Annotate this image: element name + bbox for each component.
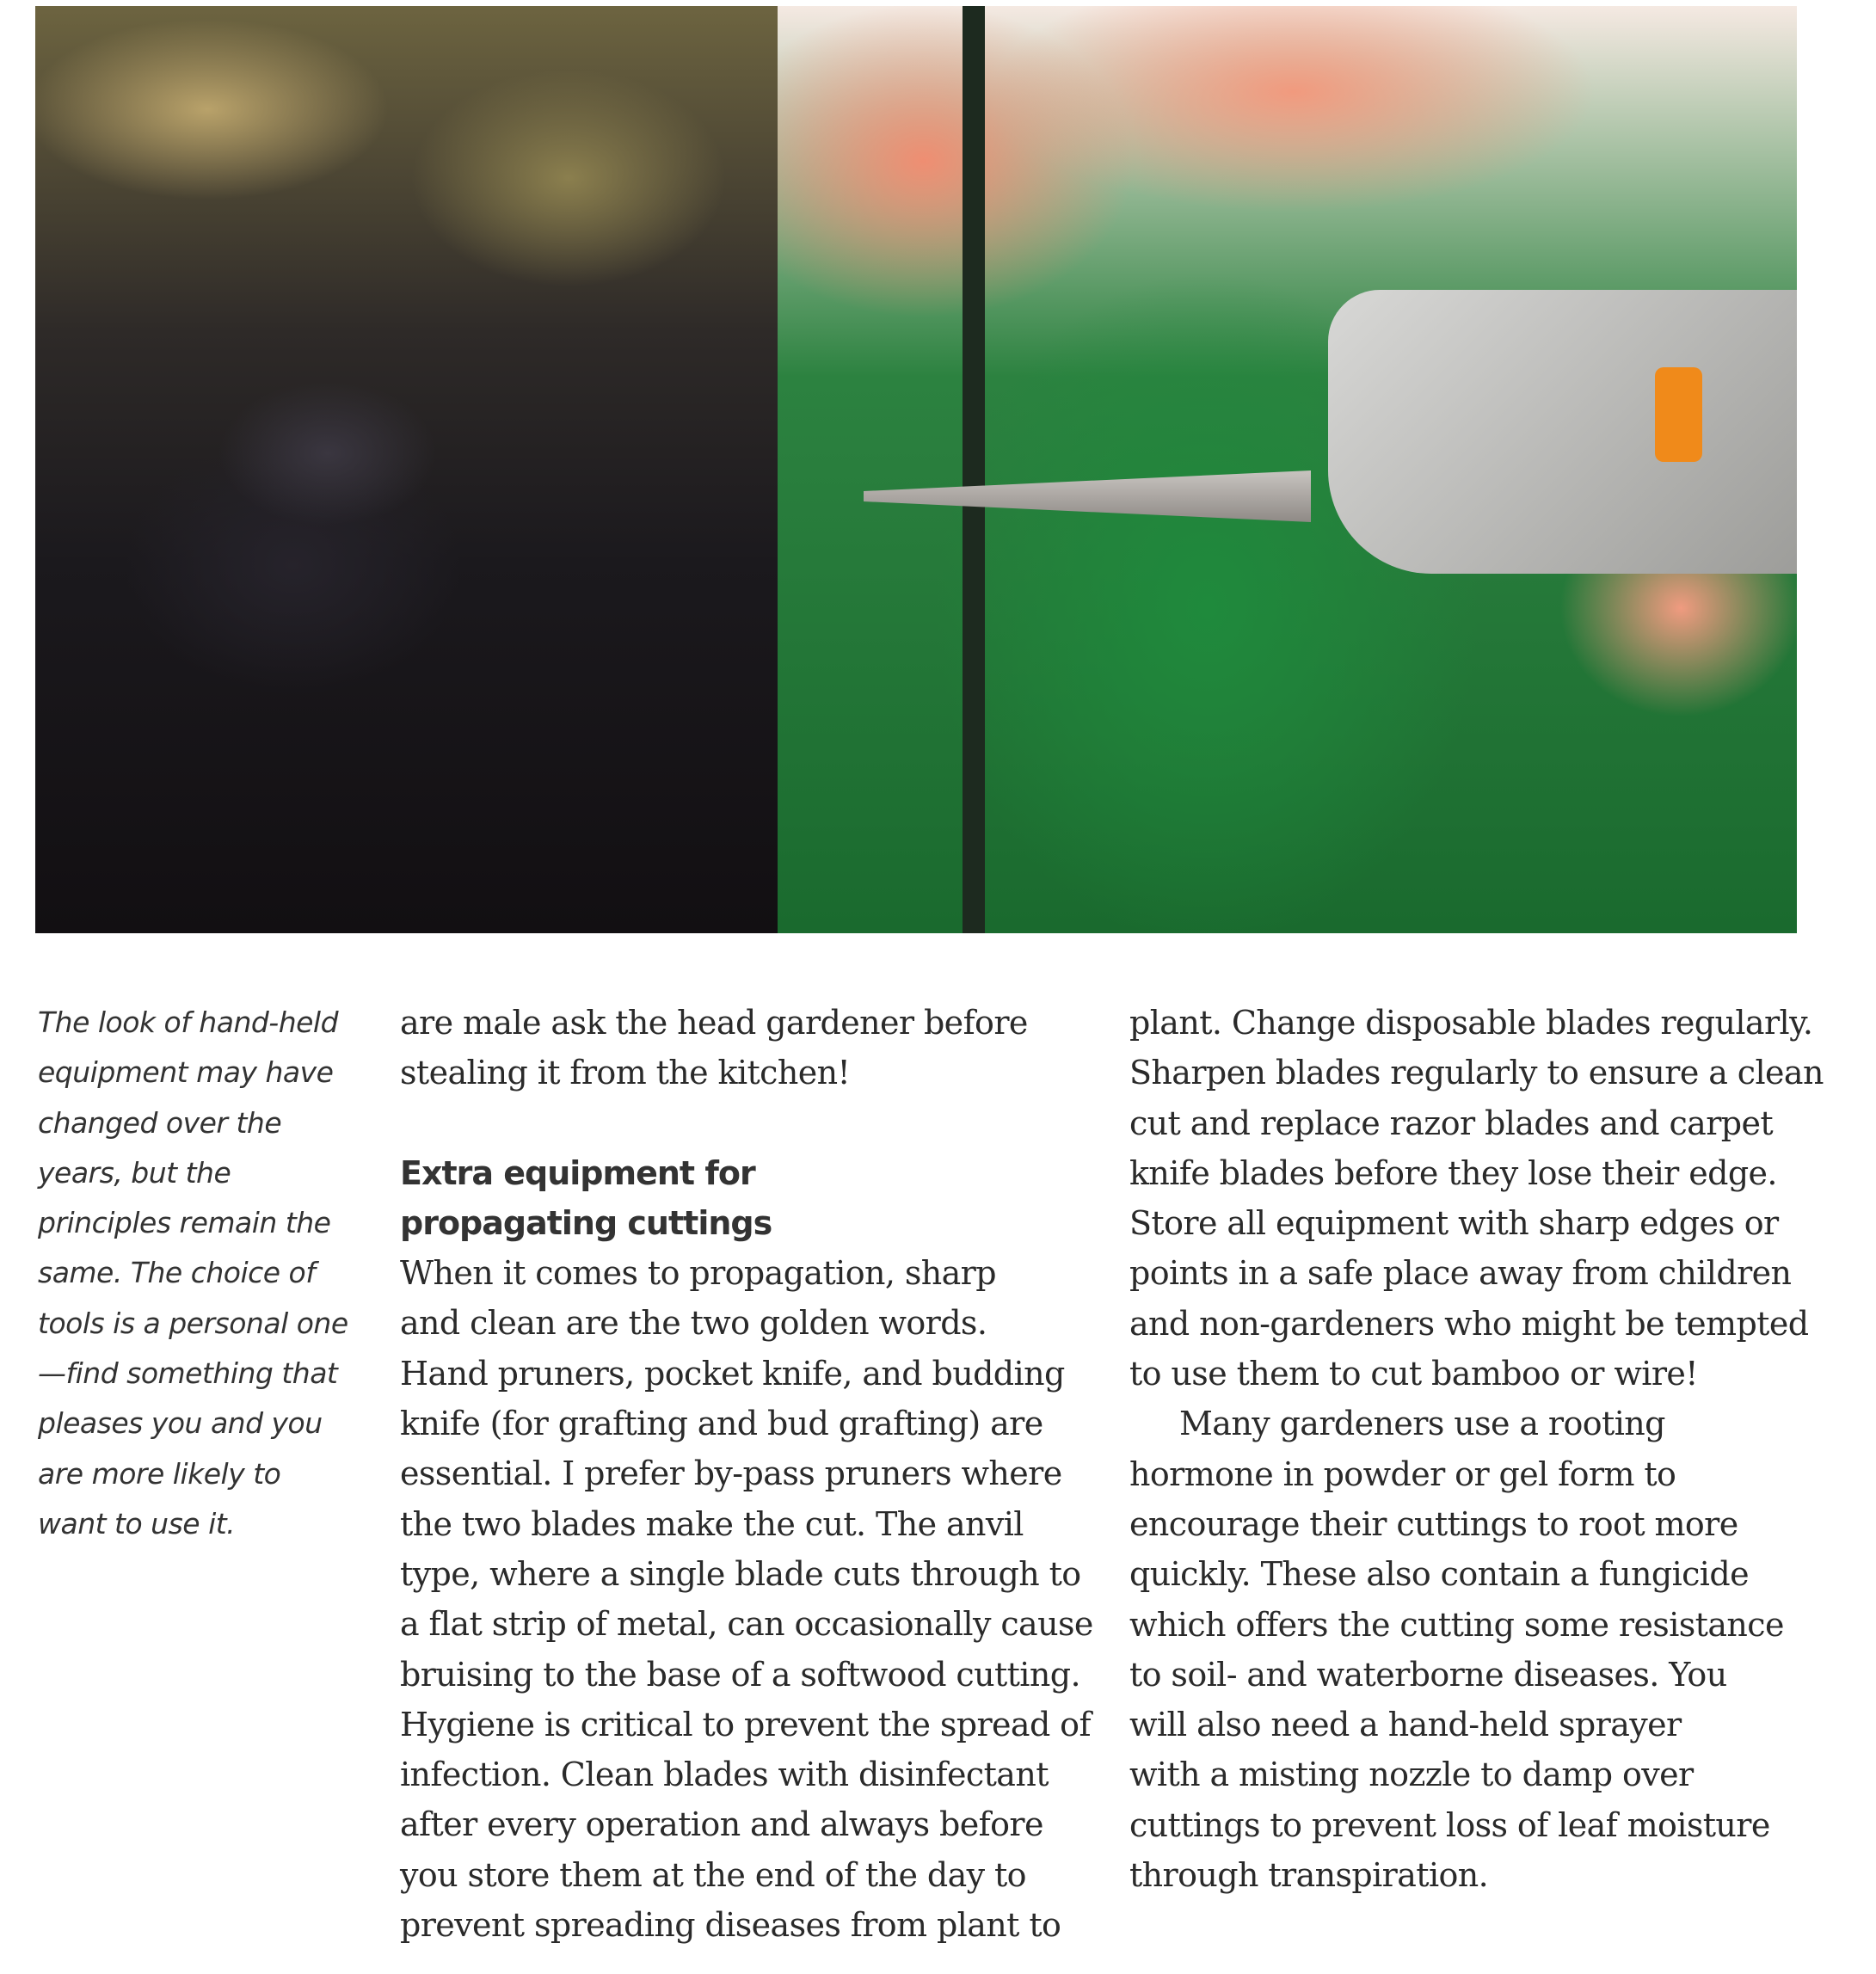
- snip-handle: [1328, 290, 1797, 574]
- text-line: Many gardeners use a rooting: [1179, 1405, 1665, 1443]
- text-line: pleases you and you: [38, 1406, 323, 1441]
- text-line: the two blades make the cut. The anvil: [400, 1504, 1024, 1543]
- text-line: Store all equipment with sharp edges or: [1129, 1204, 1779, 1243]
- text-line: changed over the: [38, 1105, 282, 1140]
- text-line: The look of hand-held: [38, 1005, 339, 1039]
- text-line: bruising to the base of a softwood cutting.: [400, 1655, 1080, 1694]
- photo-caption: [38, 998, 348, 1549]
- photo-cutting-stem-with-snips: [778, 6, 1797, 933]
- text-line: to use them to cut bamboo or wire!: [1129, 1355, 1698, 1393]
- text-line: stealing it from the kitchen!: [400, 1054, 851, 1092]
- text-line: you store them at the end of the day to: [400, 1855, 1026, 1894]
- text-line: with a misting nozzle to damp over: [1129, 1756, 1694, 1794]
- text-line: are more likely to: [38, 1456, 281, 1491]
- text-line: type, where a single blade cuts through to: [400, 1554, 1081, 1593]
- text-line: plant. Change disposable blades regularly.: [1129, 1004, 1813, 1042]
- text-line: and clean are the two golden words.: [400, 1304, 987, 1343]
- text-line: same. The choice of: [38, 1256, 316, 1290]
- photo-old-pruners: [35, 6, 778, 933]
- text-line: to soil- and waterborne diseases. You: [1129, 1655, 1727, 1694]
- text-line: a flat strip of metal, can occasionally cause: [400, 1605, 1093, 1644]
- text-line: Extra equipment for: [400, 1153, 755, 1192]
- text-line: hormone in powder or gel form to: [1129, 1454, 1676, 1493]
- text-line: Hygiene is critical to prevent the spread of: [400, 1705, 1091, 1743]
- paragraph: [1129, 1399, 1818, 1900]
- text-line: cuttings to prevent loss of leaf moisture: [1129, 1805, 1770, 1844]
- text-line: Sharpen blades regularly to ensure a clean: [1129, 1054, 1824, 1092]
- text-line: essential. I prefer by-pass pruners where: [400, 1454, 1062, 1493]
- text-line: equipment may have: [38, 1055, 334, 1090]
- text-line: and non-gardeners who might be tempted: [1129, 1304, 1809, 1343]
- text-line: knife (for grafting and bud grafting) are: [400, 1405, 1043, 1443]
- column-right: [1129, 998, 1824, 1900]
- snip-lock-button: [1655, 367, 1702, 462]
- text-line: will also need a hand-held sprayer: [1129, 1706, 1682, 1744]
- text-line: prevent spreading diseases from plant to: [400, 1906, 1061, 1945]
- text-line: after every operation and always before: [400, 1805, 1043, 1844]
- paragraph: [1129, 998, 1824, 1399]
- text-line: knife blades before they lose their edge.: [1129, 1153, 1777, 1192]
- text-line: quickly. These also contain a fungicide: [1129, 1555, 1749, 1594]
- text-line: When it comes to propagation, sharp: [400, 1254, 996, 1293]
- snip-blades: [864, 470, 1311, 522]
- text-line: encourage their cuttings to root more: [1129, 1504, 1738, 1543]
- plant-stem: [963, 6, 985, 933]
- text-line: cut and replace razor blades and carpet: [1129, 1104, 1774, 1142]
- text-line: principles remain the: [38, 1206, 331, 1240]
- text-line: infection. Clean blades with disinfectant: [400, 1756, 1049, 1794]
- text-line: years, but the: [38, 1155, 231, 1190]
- section-heading: [400, 1148, 1088, 1249]
- text-line: which offers the cutting some resistance: [1129, 1605, 1784, 1644]
- text-line: Hand pruners, pocket knife, and budding: [400, 1354, 1065, 1393]
- intro-text: [400, 998, 1088, 1098]
- text-line: through transpiration.: [1129, 1856, 1489, 1895]
- body-text: [400, 1248, 1093, 1950]
- text-line: propagating cuttings: [400, 1203, 772, 1242]
- text-line: want to use it.: [38, 1506, 236, 1540]
- text-line: are male ask the head gardener before: [400, 1004, 1028, 1042]
- text-line: points in a safe place away from children: [1129, 1254, 1792, 1293]
- column-middle: [400, 998, 1093, 1950]
- text-line: tools is a personal one: [38, 1306, 348, 1340]
- text-line: —find something that: [38, 1356, 338, 1391]
